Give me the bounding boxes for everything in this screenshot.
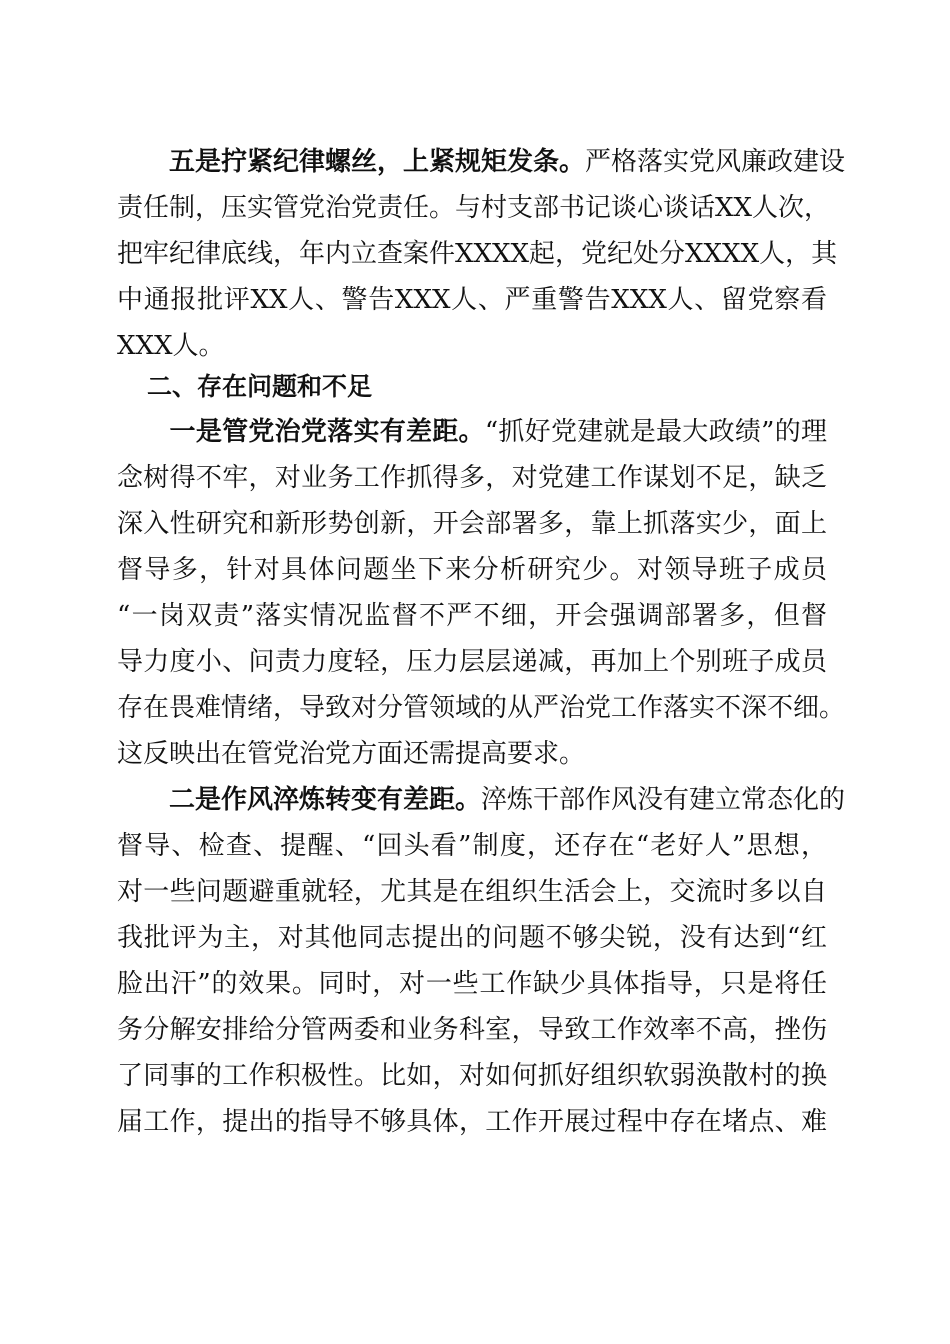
- paragraph-line: “一岗双责”落实情况监督不严不细，开会强调部署多，但督: [117, 601, 827, 631]
- paragraph-lead: 二是作风淬炼转变有差距。: [169, 785, 482, 815]
- paragraph-lead: 五是拧紧纪律螺丝，上紧规矩发条。: [169, 147, 586, 177]
- paragraph-line: 了同事的工作积极性。比如，对如何抓好组织软弱涣散村的换: [117, 1061, 827, 1091]
- paragraph-line: 二是作风淬炼转变有差距。淬炼干部作风没有建立常态化的: [169, 785, 846, 815]
- paragraph-line: 届工作，提出的指导不够具体，工作开展过程中存在堵点、难: [117, 1107, 827, 1137]
- paragraph-line: 五是拧紧纪律螺丝，上紧规矩发条。严格落实党风廉政建设: [169, 147, 846, 177]
- section-heading: 二、存在问题和不足: [147, 372, 373, 401]
- paragraph-line: 一是管党治党落实有差距。“抓好党建就是最大政绩”的理: [169, 417, 827, 447]
- paragraph-line: 导力度小、问责力度轻，压力层层递减，再加上个别班子成员: [117, 647, 827, 677]
- paragraph-line: XXX人。: [117, 331, 225, 361]
- paragraph-line: 把牢纪律底线，年内立查案件XXXX起，党纪处分XXXX人，其: [117, 239, 838, 269]
- paragraph-line: 对一些问题避重就轻，尤其是在组织生活会上，交流时多以自: [117, 877, 827, 907]
- paragraph-line: 念树得不牢，对业务工作抓得多，对党建工作谋划不足，缺乏: [117, 463, 827, 493]
- paragraph-line: 脸出汗”的效果。同时，对一些工作缺少具体指导，只是将任: [117, 969, 827, 999]
- paragraph-discipline: [117, 139, 846, 369]
- paragraph-line: 督导、检查、提醒、“回头看”制度，还存在“老好人”思想，: [117, 831, 827, 861]
- paragraph-issue-two: [117, 777, 846, 1145]
- paragraph-issue-one: [117, 409, 846, 777]
- paragraph-line: 责任制，压实管党治党责任。与村支部书记谈心谈话XX人次，: [117, 193, 831, 223]
- paragraph-line: 中通报批评XX人、警告XXX人、严重警告XXX人、留党察看: [117, 285, 827, 315]
- paragraph-line: 这反映出在管党治党方面还需提高要求。: [117, 739, 586, 769]
- paragraph-line: 深入性研究和新形势创新，开会部署多，靠上抓落实少，面上: [117, 509, 827, 539]
- paragraph-lead: 一是管党治党落实有差距。: [169, 417, 485, 447]
- paragraph-line: 务分解安排给分管两委和业务科室，导致工作效率不高，挫伤: [117, 1015, 827, 1045]
- paragraph-line: 督导多，针对具体问题坐下来分析研究少。对领导班子成员: [117, 555, 827, 585]
- paragraph-line: 存在畏难情绪，导致对分管领域的从严治党工作落实不深不细。: [117, 693, 846, 723]
- paragraph-line: 我批评为主，对其他同志提出的问题不够尖锐，没有达到“红: [117, 923, 827, 953]
